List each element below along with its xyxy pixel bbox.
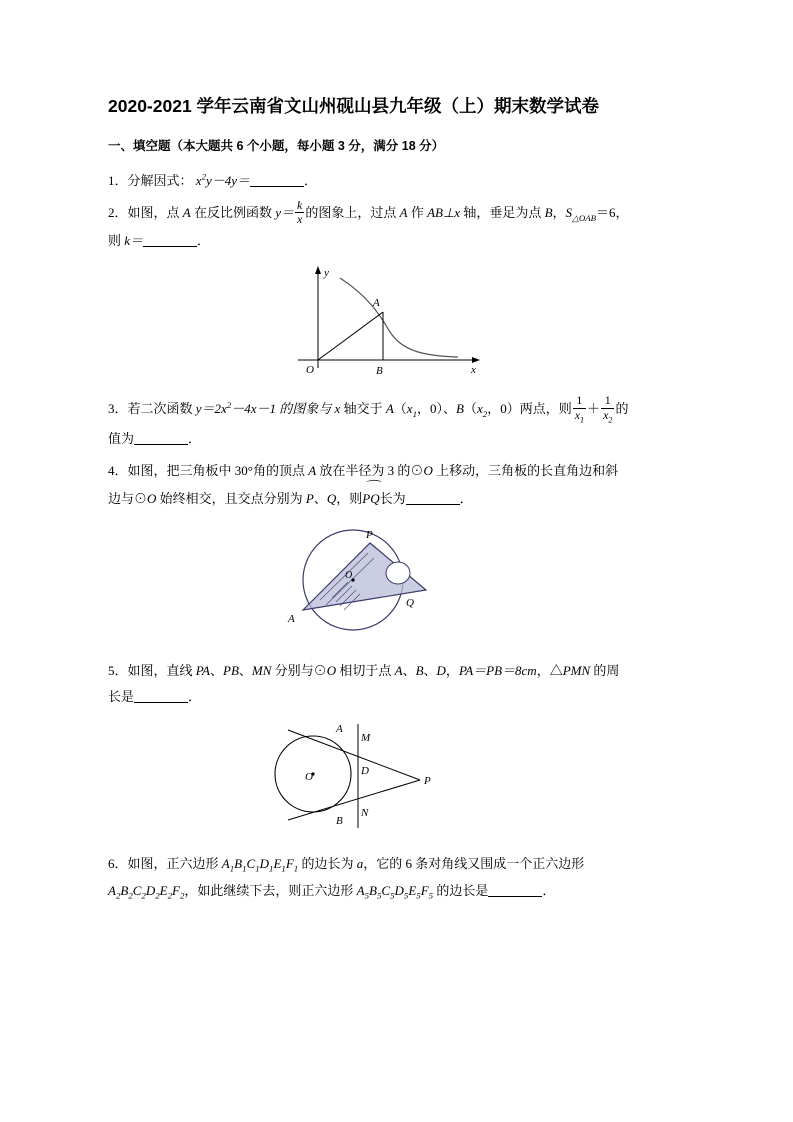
q3-plus: ＋ — [587, 401, 601, 417]
q6-B2: B — [120, 882, 129, 898]
q5-O: O — [326, 662, 337, 678]
q2-S-sub: △OAB — [572, 212, 596, 223]
question-4 — [108, 458, 688, 512]
axis-label-y: y — [324, 267, 329, 280]
q6-F1-sub: 1 — [293, 863, 299, 874]
q6-D2: D — [145, 882, 156, 898]
q4-t9: ． — [459, 490, 473, 506]
q3-t8: 的 — [615, 401, 629, 417]
q3-t1: 若二次函数 — [127, 401, 196, 417]
q6-D1-sub: 1 — [269, 863, 274, 874]
question-6-number: 6． — [108, 855, 128, 871]
q3-x2: x — [476, 401, 483, 417]
q5-t12: ． — [188, 688, 202, 704]
hyperbola-diagram — [258, 260, 538, 380]
q2-t2: 在反比例函数 — [190, 204, 276, 220]
q6-E5-sub: 5 — [416, 890, 421, 901]
q6-t3: ，它的 6 条对角线又围成一个正六边形 — [363, 855, 585, 871]
q5-t10: 的周 — [590, 662, 620, 678]
q6-E2: E — [159, 882, 168, 898]
question-2 — [108, 197, 688, 254]
question-1-number: 1． — [108, 172, 128, 188]
answer-blank — [406, 492, 460, 505]
q6-C2: C — [132, 882, 142, 898]
q2-t4: 作 — [407, 204, 428, 220]
answer-blank — [134, 432, 188, 445]
point-label-B: B — [336, 814, 343, 827]
point-label-B: B — [376, 365, 383, 378]
q5-t3: 、 — [238, 662, 252, 678]
q3-fraction-2 — [601, 394, 614, 424]
q3-A: A — [385, 401, 394, 417]
section-heading: 一、填空题（本大题共 6 个小题，每小题 3 分，满分 18 分） — [108, 138, 445, 153]
q4-t7: ，则 — [336, 490, 363, 506]
q4-O2: O — [147, 490, 157, 506]
q2-t3: 的图象上，过点 — [305, 204, 400, 220]
origin-label: O — [306, 364, 314, 377]
question-1 — [108, 168, 688, 194]
question-5-number: 5． — [108, 662, 128, 678]
document-content — [108, 95, 688, 911]
question-5 — [108, 658, 688, 710]
q5-t8: ， — [445, 662, 459, 678]
q6-B1-sub: 1 — [242, 863, 247, 874]
q6-F2-sub: 2 — [179, 890, 185, 901]
q2-t6: ， — [552, 204, 566, 220]
question-4-figure — [108, 518, 688, 648]
q6-A1: A — [221, 855, 230, 871]
q6-D5-sub: 5 — [403, 890, 409, 901]
q4-t3: 上移动，三角板的长直角边和斜 — [432, 462, 619, 478]
q5-t4: 分别与⊙ — [271, 662, 327, 678]
q2-B: B — [544, 204, 553, 220]
q2-t1: 如图，点 — [127, 204, 183, 220]
q6-F5: F — [420, 882, 429, 898]
q2-fraction — [295, 199, 304, 227]
answer-blank — [250, 174, 304, 187]
q5-t7: 、 — [423, 662, 437, 678]
q3-frac1-num: 1 — [576, 393, 583, 408]
q2-k: k＝ — [124, 233, 144, 249]
q2-t7: ＝6， — [596, 204, 629, 220]
q4-P: P — [305, 490, 314, 506]
answer-blank — [134, 690, 188, 703]
q3-fraction-1 — [573, 394, 586, 424]
q4-t2: 放在半径为 3 的⊙ — [316, 462, 424, 478]
q6-B5-sub: 5 — [377, 890, 382, 901]
question-1-expr: x — [195, 172, 202, 188]
q3-t10: ． — [188, 430, 202, 446]
q2-t8: 则 — [108, 233, 125, 249]
q6-t5: 的边长是 — [433, 882, 489, 898]
question-5-figure — [108, 716, 688, 841]
q2-A2: A — [399, 204, 408, 220]
question-3-number: 3． — [108, 401, 128, 417]
q6-F5-sub: 5 — [428, 890, 434, 901]
question-4-number: 4． — [108, 462, 128, 478]
q6-C1: C — [246, 855, 256, 871]
q6-A2-sub: 2 — [115, 890, 121, 901]
point-label-A: A — [336, 722, 343, 735]
q2-S: S — [565, 204, 573, 220]
q6-E1-sub: 1 — [281, 863, 286, 874]
q5-PAPB: PA＝PB＝8cm — [458, 662, 537, 678]
q2-A: A — [182, 204, 191, 220]
q5-t2: 、 — [210, 662, 224, 678]
point-label-D: D — [361, 764, 369, 777]
q2-AB: AB⊥x — [427, 204, 461, 220]
q6-A2: A — [108, 882, 116, 898]
q3-frac2-den: x — [603, 407, 609, 422]
q3-t6: （ — [463, 401, 477, 417]
q6-C2-sub: 2 — [141, 890, 146, 901]
question-1-expr-mid: y－4y＝ — [205, 172, 251, 188]
tangent-circle-diagram — [248, 716, 508, 836]
q6-a-var: a — [356, 855, 364, 871]
question-2-number: 2． — [108, 204, 128, 220]
q4-t8: 长为 — [379, 490, 406, 506]
q3-frac1-den: x — [574, 407, 581, 422]
q3-t3: 轴交于 — [340, 401, 386, 417]
q6-t2: 的边长为 — [298, 855, 357, 871]
q6-D5: D — [394, 882, 404, 898]
answer-blank — [143, 235, 197, 248]
q6-t6: ． — [542, 882, 556, 898]
q3-y: y＝2x — [195, 401, 227, 417]
q2-t5: 轴，垂足为点 — [460, 204, 545, 220]
q3-x: x — [334, 401, 341, 417]
q3-sup: 2 — [226, 400, 232, 411]
point-label-M: M — [361, 731, 371, 744]
q6-B2-sub: 2 — [128, 890, 133, 901]
q2-t9: ． — [197, 233, 211, 249]
q6-C1-sub: 1 — [255, 863, 260, 874]
q4-O: O — [423, 462, 433, 478]
question-1-expr-sup: 2 — [201, 171, 206, 182]
point-label-Q: Q — [406, 596, 414, 609]
q6-F2: F — [172, 882, 180, 898]
q2-y: y＝ — [275, 204, 295, 220]
point-label-A: A — [288, 612, 295, 625]
q2-frac-num: k — [297, 197, 303, 212]
q6-A5-sub: 5 — [364, 890, 370, 901]
q6-A1-sub: 1 — [229, 863, 235, 874]
question-1-period: ． — [304, 172, 318, 188]
q5-PB: PB — [223, 662, 239, 678]
q6-t4: ，如此继续下去，则正六边形 — [184, 882, 357, 898]
question-2-figure — [108, 260, 688, 385]
answer-blank — [488, 884, 542, 897]
q6-D2-sub: 2 — [155, 890, 160, 901]
q6-C5: C — [381, 882, 391, 898]
q6-E2-sub: 2 — [167, 890, 173, 901]
q5-t11: 长是 — [108, 688, 135, 704]
q3-frac1-den-sub: 1 — [580, 415, 585, 425]
q5-t5: 相切于点 — [336, 662, 395, 678]
q6-t1: 如图，正六边形 — [127, 855, 222, 871]
q3-t2: －4x－1 的图象与 — [231, 401, 335, 417]
q2-frac-den: x — [297, 212, 303, 227]
q4-Q: Q — [326, 490, 337, 506]
q6-B1: B — [234, 855, 243, 871]
q5-t6: 、 — [402, 662, 416, 678]
q4-t6: 、 — [313, 490, 327, 506]
point-label-P: P — [366, 528, 373, 541]
q6-F1: F — [285, 855, 294, 871]
question-3 — [108, 395, 688, 451]
q5-PMN: PMN — [562, 662, 591, 678]
q6-E1: E — [273, 855, 282, 871]
q4-t5: 始终相交，且交点分别为 — [156, 490, 306, 506]
q4-A: A — [308, 462, 317, 478]
q6-D1: D — [259, 855, 270, 871]
page-title: 2020-2021 学年云南省文山州砚山县九年级（上）期末数学试卷 — [108, 96, 600, 116]
q5-t1: 如图，直线 — [127, 662, 196, 678]
point-label-A: A — [373, 297, 380, 310]
point-label-O: O — [305, 770, 313, 783]
q6-A5: A — [356, 882, 365, 898]
q3-t4: （ — [393, 401, 407, 417]
q6-C5-sub: 5 — [390, 890, 395, 901]
point-label-O: O — [345, 569, 353, 581]
q3-t9: 值为 — [108, 430, 135, 446]
q4-arc-PQ: ⌒ PQ — [362, 484, 379, 512]
q3-x2-sub: 2 — [482, 409, 488, 420]
q3-t7: ，0）两点，则 — [487, 401, 572, 417]
q4-t1: 如图，把三角板中 30°角的顶点 — [127, 462, 309, 478]
question-1-text: 分解因式： — [127, 172, 193, 188]
q5-PA: PA — [195, 662, 210, 678]
q3-frac2-den-sub: 2 — [608, 415, 613, 425]
q3-frac2-num: 1 — [604, 393, 611, 408]
q6-B5: B — [369, 882, 377, 898]
question-6 — [108, 851, 688, 906]
q5-MN: MN — [251, 662, 272, 678]
q5-B: B — [415, 662, 424, 678]
q3-x1: x — [406, 401, 413, 417]
q3-B: B — [456, 401, 464, 417]
q5-A: A — [394, 662, 403, 678]
q5-t9: ，△ — [536, 662, 563, 678]
circle-triangle-diagram — [248, 518, 508, 643]
point-label-P: P — [424, 774, 431, 787]
q6-E5: E — [408, 882, 417, 898]
q5-D: D — [436, 662, 446, 678]
point-label-N: N — [361, 806, 369, 819]
q3-x1-sub: 1 — [412, 409, 417, 420]
axis-label-x: x — [471, 364, 476, 377]
q4-t4: 边与⊙ — [108, 490, 148, 506]
q3-t5: ，0）、 — [417, 401, 457, 417]
